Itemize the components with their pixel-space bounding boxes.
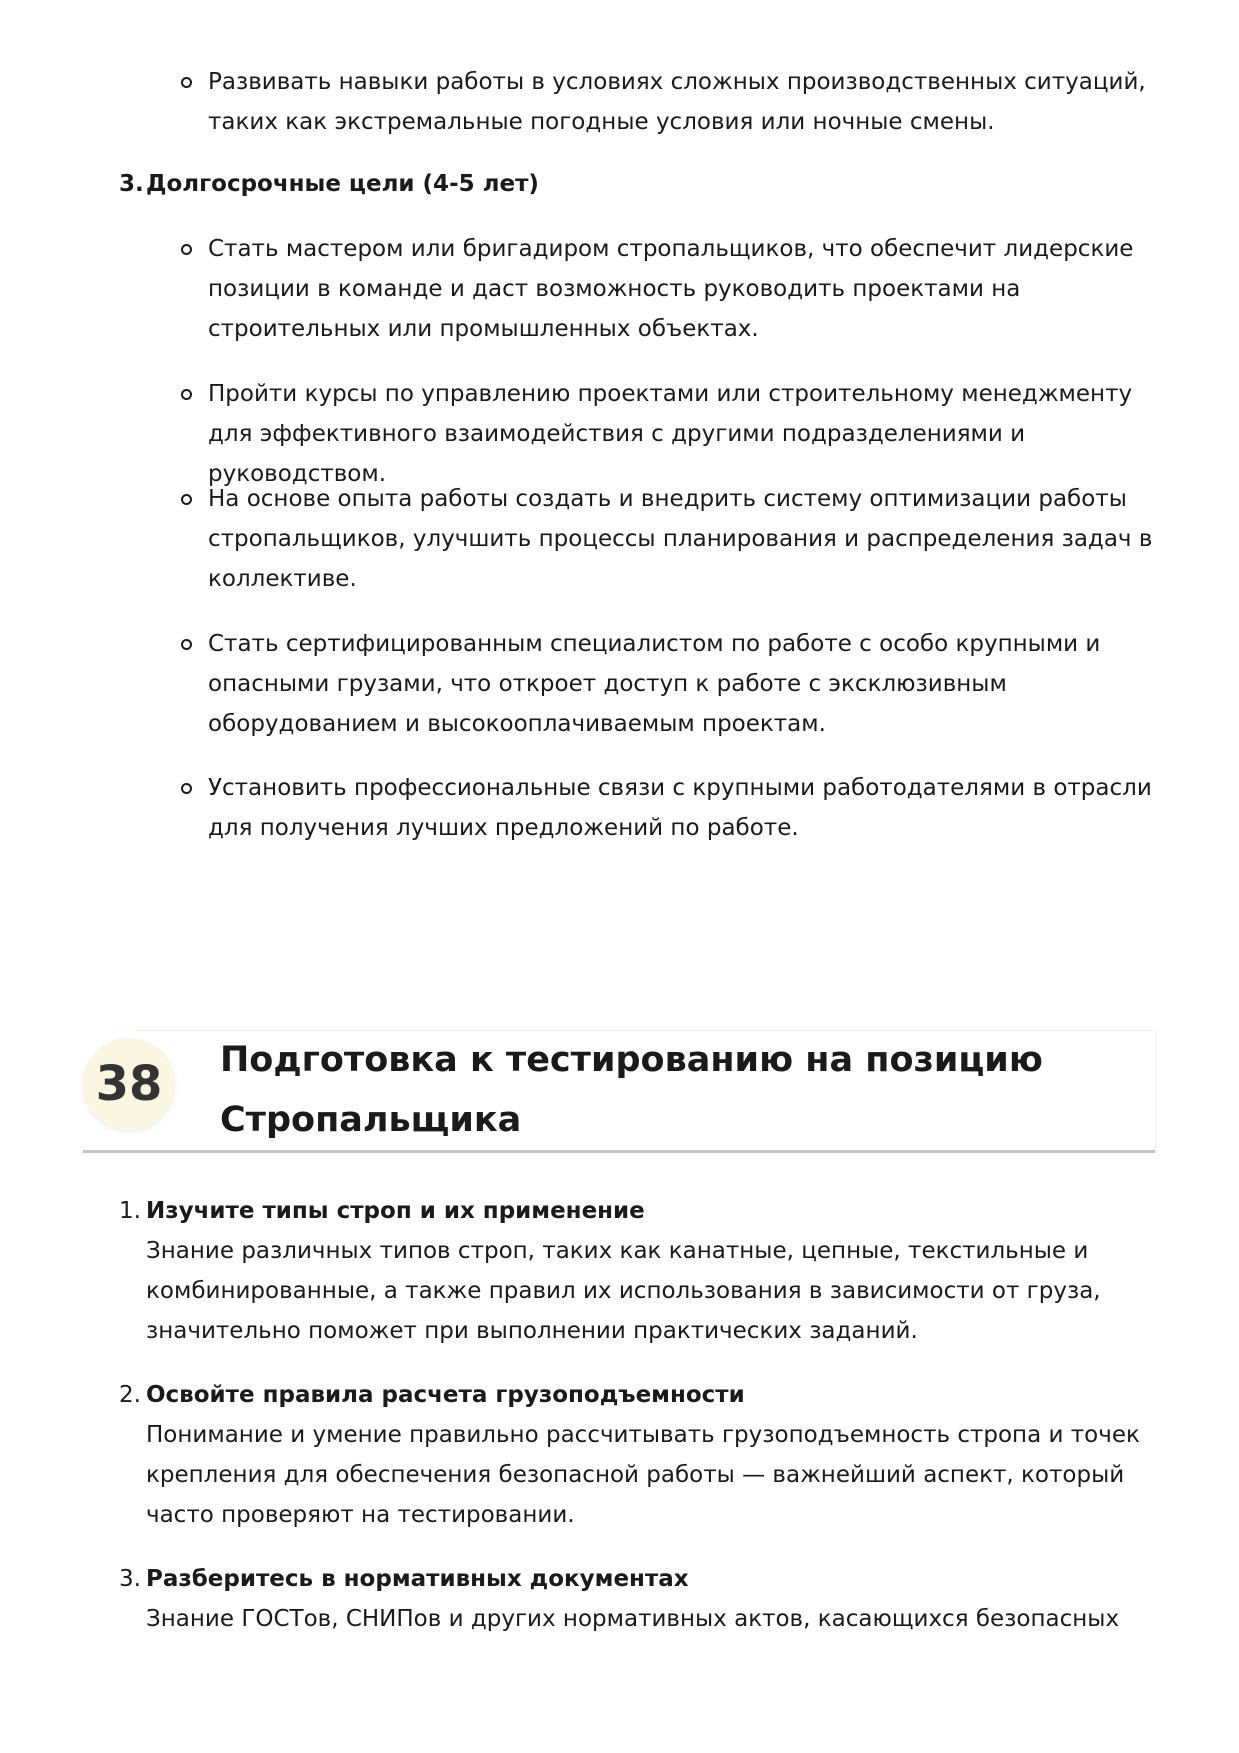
tip-item <box>119 1191 1156 1351</box>
list-item-text: Установить профессиональные связи с крупными работодателями в отрасли для получения лучших предложений по работе. <box>208 775 1152 841</box>
list-item <box>208 374 1168 494</box>
list-item-text: Пройти курсы по управлению проектами или строительному менеджменту для эффективного взаимодействия с другими подразделениями и руководством. <box>208 381 1133 487</box>
section-title: Подготовка к тестированию на позицию Стропальщика <box>220 1040 1043 1140</box>
tip-body: Понимание и умение правильно рассчитывать грузоподъемность стропа и точек крепления для обеспечения безопасной работы — важнейший аспект, который часто проверяют на тестировании. <box>146 1422 1140 1528</box>
tip-item <box>119 1375 1156 1535</box>
hollow-bullet-icon <box>181 389 192 400</box>
list-number: 1. <box>119 1198 141 1224</box>
section-divider <box>83 1150 1155 1153</box>
list-number: 3. <box>119 1566 141 1592</box>
hollow-bullet-icon <box>181 494 192 505</box>
section-header <box>83 1030 1155 1155</box>
list-number: 3. <box>119 171 144 197</box>
list-item <box>208 229 1168 349</box>
long-term-goals-heading <box>119 164 1146 204</box>
hollow-bullet-icon <box>181 77 192 88</box>
list-item-text: Стать мастером или бригадиром стропальщиков, что обеспечит лидерские позиции в команде и даст возможность руководить проектами на строительных или промышленных объектах. <box>208 236 1134 342</box>
list-item-text: На основе опыта работы создать и внедрить систему оптимизации работы стропальщиков, улучшить процессы планирования и распределения задач в коллективе. <box>208 486 1153 592</box>
list-item-text: Стать сертифицированным специалистом по работе с особо крупными и опасными грузами, что откроет доступ к работе с эксклюзивным оборудованием и высокооплачиваемым проектам. <box>208 631 1101 737</box>
list-item <box>208 624 1168 744</box>
tip-body: Знание ГОСТов, СНИПов и других нормативных актов, касающихся безопасных <box>146 1606 1120 1632</box>
hollow-bullet-icon <box>181 783 192 794</box>
tip-title: Разберитесь в нормативных документах <box>146 1566 689 1592</box>
hollow-bullet-icon <box>181 244 192 255</box>
list-item-text: Развивать навыки работы в условиях сложных производственных ситуаций, таких как экстремальные погодные условия или ночные смены. <box>208 69 1146 135</box>
list-item <box>208 62 1168 142</box>
hollow-bullet-icon <box>181 639 192 650</box>
list-item <box>208 768 1168 848</box>
section-number-badge: 38 <box>83 1038 175 1130</box>
tip-title: Изучите типы строп и их применение <box>146 1198 645 1224</box>
list-item <box>208 479 1168 599</box>
tip-title: Освойте правила расчета грузоподъемности <box>146 1382 745 1408</box>
tip-body: Знание различных типов строп, таких как канатные, цепные, текстильные и комбинированные, а также правил их использования в зависимости от груза, значительно поможет при выполнении практических заданий. <box>146 1238 1101 1344</box>
list-heading-text: Долгосрочные цели (4-5 лет) <box>146 171 539 197</box>
list-number: 2. <box>119 1382 141 1408</box>
tip-item <box>119 1559 1156 1639</box>
